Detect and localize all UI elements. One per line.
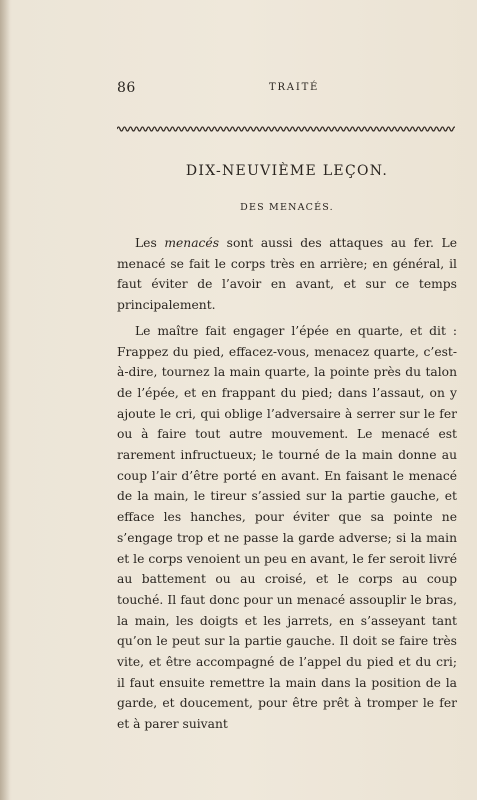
paragraph-2: Le maître fait engager l’épée en quarte, et dit : Frappez du pied, effacez-vous, menacez quarte, c’est-à-dire, tournez la main quarte, la pointe près du talon de l’épée, et en frappant du pied; dans l’assaut, on y ajoute le cri, qui oblige l’adversaire à serrer sur le fer ou à faire tout autre mouvement. Le menacé est rarement infructueux; le tourné de la main donne au coup l’air d’être porté en avant. En faisant le menacé de la main, le tireur s’assied sur la partie gauche, et efface les hanches, pour éviter que sa pointe ne s’engage trop et ne passe la garde adverse; si la main et le corps venoient un peu en avant, le fer seroit livré au battement ou au croisé, et le corps au coup touché. Il faut donc pour un menacé assouplir le bras, la main, les doigts et les jarrets, en s’asseyant tant qu’on le peut sur la partie gauche. Il doit se faire très vite, et être accompagné de l’appel du pied et du cri; il faut ensuite remettre la main dans la position de la garde, et doucement, pour être prêt à tromper le fer et à parer suivant [117,323,457,732]
binding-shadow [0,0,10,800]
paragraph-1-lead: Les [135,236,165,250]
lesson-title: DIX-NEUVIÈME LEÇON. [185,163,389,179]
running-title: TRAITÉ [269,82,320,93]
section-title: DES MENACÉS. [240,202,334,213]
paragraph-1 [117,233,457,316]
paragraph-1-rest: sont aussi des attaques au fer. Le menacé se fait le corps très en arrière; en général, il faut éviter de l’avoir en avant, et sur ce temps principalement. [117,236,457,313]
running-head [117,80,457,100]
page-number: 86 [117,80,136,96]
ornamental-rule [117,124,455,134]
paragraph-1-italic: menacés [164,236,220,250]
body-text [117,233,457,735]
